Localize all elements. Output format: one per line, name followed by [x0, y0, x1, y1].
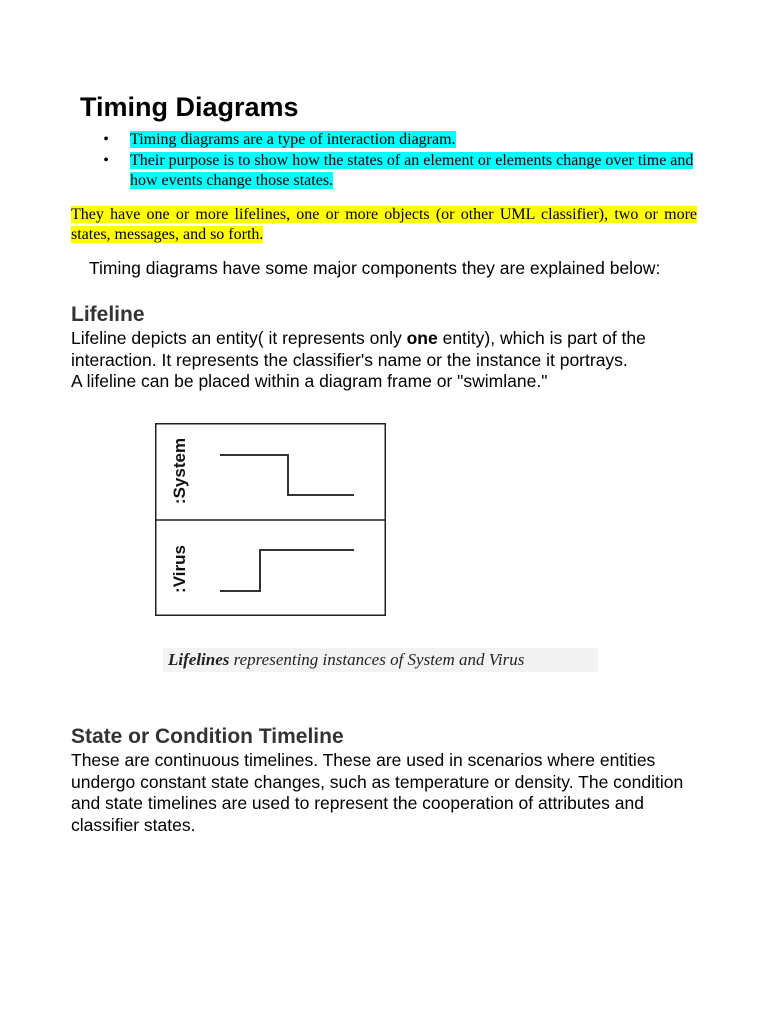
- virus-lane-label: :Virus: [170, 545, 189, 593]
- bullet-icon: •: [103, 152, 109, 169]
- bullet-text: Timing diagrams are a type of interaction diagram.: [130, 131, 456, 148]
- page-title: Timing Diagrams: [80, 92, 299, 123]
- list-item: [100, 151, 710, 191]
- bullet-text: Their purpose is to show how the states of an element or elements change over time and how events change those states.: [130, 152, 694, 189]
- system-lane-label: :System: [170, 437, 189, 505]
- figure-caption: [163, 648, 598, 672]
- caption-rest: representing instances of System and Virus: [229, 650, 525, 669]
- lifeline-desc-part2: entity), which is part of the interaction. It represents the classifier's name or the instance it portrays.: [71, 328, 646, 370]
- lifeline-figure: [155, 423, 386, 616]
- lifeline-desc-bold: one: [406, 328, 438, 348]
- bullet-list: [100, 130, 710, 192]
- state-timeline-description: These are continuous timelines. These are used in scenarios where entities undergo constant state changes, such as temperature or density. The condition and state timelines are used to represent the cooperation of attributes and classifier states.: [71, 750, 684, 835]
- intro-paragraph: Timing diagrams have some major components they are explained below:: [89, 258, 661, 278]
- highlighted-paragraph: [71, 205, 697, 245]
- highlighted-text: They have one or more lifelines, one or more objects (or other UML classifier), two or more states, messages, and so forth.: [71, 206, 697, 243]
- bullet-icon: •: [103, 131, 109, 148]
- lifeline-heading: Lifeline: [71, 303, 145, 326]
- lifeline-description: [71, 328, 691, 393]
- lifeline-desc-part1: Lifeline depicts an entity( it represents only: [71, 328, 407, 348]
- state-timeline-heading: State or Condition Timeline: [71, 725, 344, 748]
- caption-bold: Lifelines: [168, 650, 230, 669]
- list-item: [100, 130, 710, 150]
- lifeline-desc-line2: A lifeline can be placed within a diagram frame or "swimlane.": [71, 371, 548, 391]
